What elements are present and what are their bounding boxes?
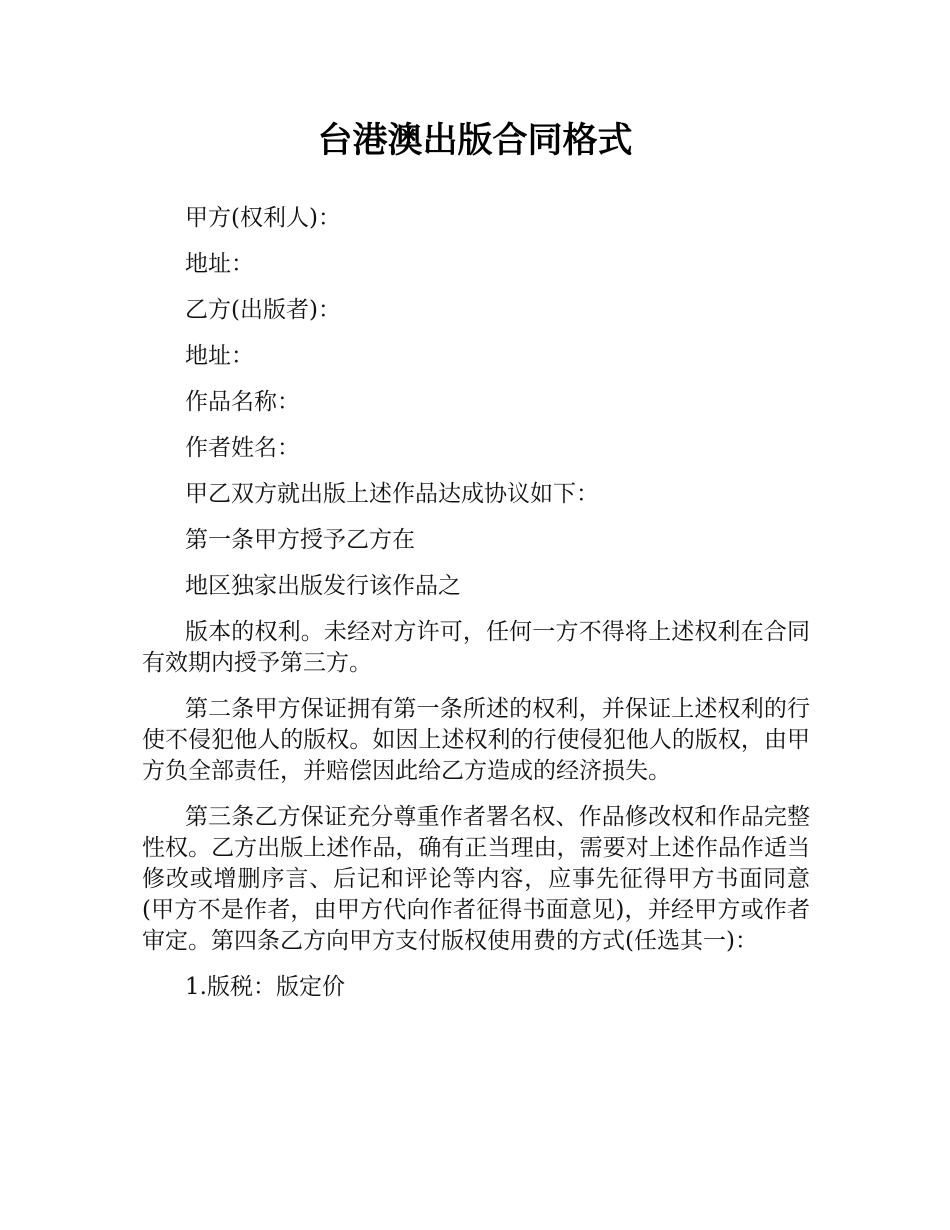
document-body (142, 203, 810, 1018)
paragraph-article-1: 第一条甲方授予乙方在 (185, 527, 415, 553)
document-title: 台港澳出版合同格式 (317, 121, 633, 161)
paragraph-royalty-option-1: 1.版税：版定价 (185, 974, 345, 1000)
paragraph-agreement-intro: 甲乙双方就出版上述作品达成协议如下： (185, 481, 599, 507)
paragraph-party-b-address: 地址： (185, 343, 254, 369)
paragraph-author-name: 作者姓名： (185, 435, 300, 461)
paragraph-party-a: 甲方(权利人)： (185, 205, 341, 231)
paragraph-article-1-region: 地区独家出版发行该作品之 (185, 573, 461, 599)
paragraph-party-a-address: 地址： (185, 251, 254, 277)
paragraph-party-b: 乙方(出版者)： (185, 297, 341, 323)
paragraph-article-3: 第三条乙方保证充分尊重作者署名权、作品修改权和作品完整性权。乙方出版上述作品，确有正当理由，需要对上述作品作适当修改或增删序言、后记和评论等内容，应事先征得甲方书面同意(甲方不是作者，由甲方代向作者征得书面意见)，并经甲方或作者审定。第四条乙方向甲方支付版权使用费的方式(任选其一)： (142, 804, 810, 954)
paragraph-work-title: 作品名称： (185, 389, 300, 415)
paragraph-article-2: 第二条甲方保证拥有第一条所述的权利，并保证上述权利的行使不侵犯他人的版权。如因上述权利的行使侵犯他人的版权，由甲方负全部责任，并赔偿因此给乙方造成的经济损失。 (142, 696, 810, 784)
paragraph-article-1-rights: 版本的权利。未经对方许可，任何一方不得将上述权利在合同有效期内授予第三方。 (142, 619, 810, 676)
